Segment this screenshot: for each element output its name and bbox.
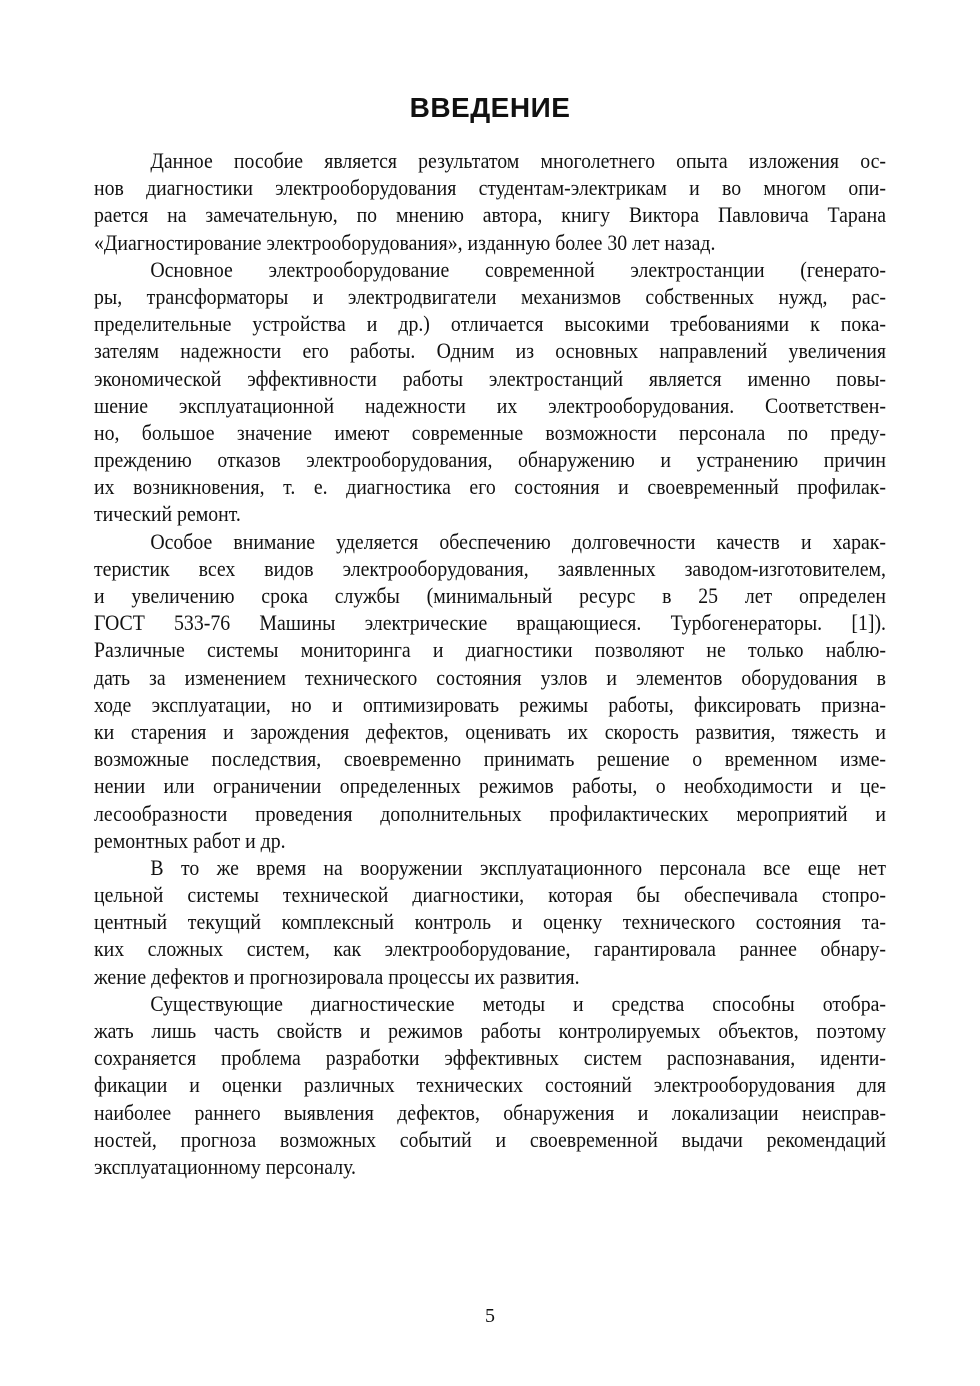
text-line: ностей, прогноза возможных событий и своевременной выдачи рекомендаций <box>94 1126 886 1152</box>
text-line: рается на замечательную, по мнению автора, книгу Виктора Павловича Тарана <box>94 202 886 228</box>
text-line: эксплуатационному персоналу. <box>94 1153 356 1179</box>
text-line: ремонтных работ и др. <box>94 827 286 853</box>
text-line: преждению отказов электрооборудования, обнаружению и устранению причин <box>94 447 886 473</box>
text-line: Данное пособие является результатом многолетнего опыта изложения ос- <box>150 148 886 173</box>
text-line: шение эксплуатационной надежности их электрооборудования. Соответствен- <box>94 392 886 418</box>
text-line: Существующие диагностические методы и средства способны отобра- <box>150 990 886 1016</box>
text-line: и увеличению срока службы (минимальный ресурс в 25 лет определен <box>94 583 886 608</box>
paragraph <box>94 256 886 528</box>
text-line: тический ремонт. <box>94 501 241 527</box>
text-line: Основное электрооборудование современной электростанции (генерато- <box>150 256 886 282</box>
text-line: жение дефектов и прогнозировала процессы их развития. <box>94 963 580 989</box>
text-line: фикации и оценки различных технических состояний электрооборудования для <box>94 1072 886 1098</box>
paragraph <box>94 990 886 1180</box>
text-line: жать лишь часть свойств и режимов работы контролируемых объектов, поэтому <box>94 1018 886 1043</box>
text-line: возможные последствия, своевременно принимать решение о временном изме- <box>94 746 886 772</box>
text-line: пределительные устройства и др.) отличается высокими требованиями к пока- <box>94 311 886 337</box>
text-line: ры, трансформаторы и электродвигатели механизмов собственных нужд, рас- <box>94 283 886 309</box>
paragraph <box>94 854 886 990</box>
text-line: В то же время на вооружении эксплуатационного персонала все еще нет <box>150 854 886 880</box>
text-line: наиболее раннего выявления дефектов, обнаружения и локализации неисправ- <box>94 1099 886 1125</box>
text-line: экономической эффективности работы электростанций является именно повы- <box>94 365 886 391</box>
text-line: цельной системы технической диагностики, которая бы обеспечивала стопро- <box>94 882 886 908</box>
text-line: теристик всех видов электрооборудования, заявленных заводом-изготовителем, <box>94 555 886 581</box>
page-title: ВВЕДЕНИЕ <box>409 92 571 123</box>
text-line: нении или ограничении определенных режимов работы, о необходимости и це- <box>94 773 886 799</box>
text-line: Различные системы мониторинга и диагностики позволяют не только наблю- <box>94 637 886 663</box>
text-line: Особое внимание уделяется обеспечению долговечности качеств и харак- <box>150 528 886 554</box>
text-line: ки старения и зарождения дефектов, оценивать их скорость развития, тяжесть и <box>94 718 886 744</box>
page-number: 5 <box>485 1305 495 1327</box>
text-line: зателям надежности его работы. Одним из основных направлений увеличения <box>94 338 886 364</box>
paragraph <box>94 528 886 854</box>
text-line: но, большое значение имеют современные возможности персонала по преду- <box>94 419 886 445</box>
text-line: ГОСТ 533-76 Машины электрические вращающиеся. Турбогенераторы. [1]). <box>94 610 886 636</box>
text-line: сохраняется проблема разработки эффективных систем распознавания, иденти- <box>94 1045 886 1071</box>
text-line: ких сложных систем, как электрооборудование, гарантировала раннее обнару- <box>94 936 886 962</box>
text-line: ходе эксплуатации, но и оптимизировать режимы работы, фиксировать призна- <box>94 691 886 717</box>
text-line: «Диагностирование электрооборудования», изданную более 30 лет назад. <box>94 229 716 255</box>
document-body <box>94 147 886 1180</box>
text-line: их возникновения, т. е. диагностика его состояния и своевременный профилак- <box>94 474 886 500</box>
text-line: дать за изменением технического состояния узлов и элементов оборудования в <box>94 664 886 690</box>
text-line: лесообразности проведения дополнительных профилактических мероприятий и <box>94 800 886 826</box>
paragraph <box>94 147 886 256</box>
text-line: нов диагностики электрооборудования студентам-электрикам и во многом опи- <box>94 175 886 201</box>
text-line: центный текущий комплексный контроль и оценку технического состояния та- <box>94 909 886 935</box>
